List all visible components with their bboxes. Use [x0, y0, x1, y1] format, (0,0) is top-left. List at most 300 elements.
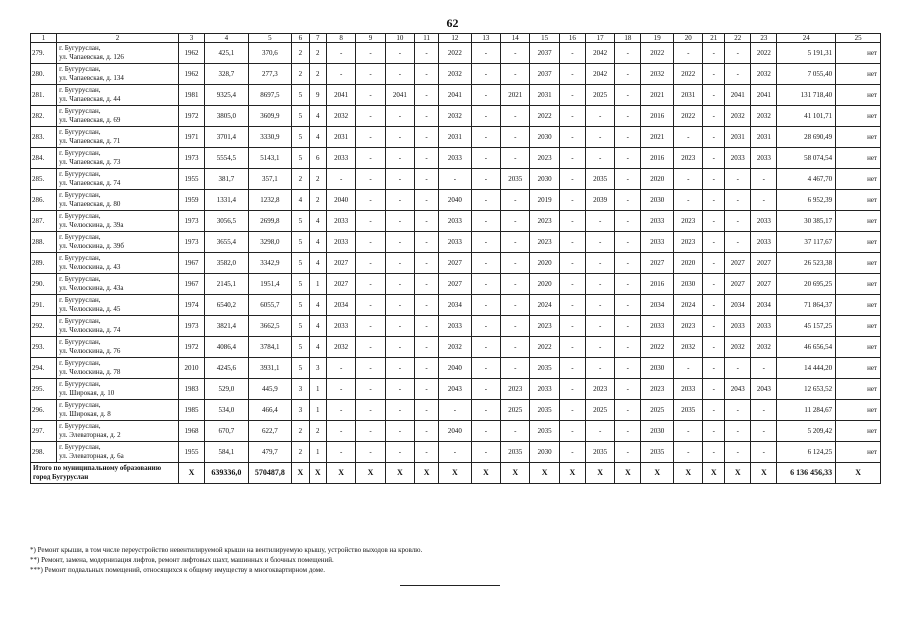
- cell-c18: -: [615, 274, 641, 295]
- table-row: [31, 106, 881, 127]
- cell-c19: 2034: [641, 295, 674, 316]
- cost-cell: 6 952,39: [777, 190, 836, 211]
- cell-floors: 5: [292, 148, 309, 169]
- cell-c17: -: [585, 106, 614, 127]
- cell-c18: -: [615, 400, 641, 421]
- flag-cell: нет: [836, 295, 881, 316]
- footnote-elevators: **) Ремонт, замена, модернизация лифтов, ремонт лифтовых шахт, машинных и блочных помещений.: [30, 556, 334, 564]
- total-x: X: [326, 463, 355, 484]
- cost-cell: 46 656,54: [777, 337, 836, 358]
- cell-c22: -: [725, 232, 751, 253]
- cell-c17: -: [585, 421, 614, 442]
- end-divider: [400, 585, 500, 586]
- cell-c10: -: [385, 421, 414, 442]
- address-cell: [57, 232, 179, 253]
- cell-area2: 1951,4: [248, 274, 292, 295]
- table-row: [31, 211, 881, 232]
- cost-cell: 45 157,25: [777, 316, 836, 337]
- cell-area: 3655,4: [205, 232, 249, 253]
- cell-c18: -: [615, 253, 641, 274]
- cell-c14: 2035: [501, 442, 530, 463]
- table-row: [31, 400, 881, 421]
- cell-area2: 3662,5: [248, 316, 292, 337]
- cell-c19: 2027: [641, 253, 674, 274]
- cell-c11: -: [415, 295, 439, 316]
- header-cell: 17: [585, 34, 614, 43]
- header-cell: 19: [641, 34, 674, 43]
- cell-c16: -: [559, 337, 585, 358]
- cell-area: 534,0: [205, 400, 249, 421]
- row-number: 283.: [31, 127, 57, 148]
- cell-c18: -: [615, 316, 641, 337]
- cell-c9: -: [356, 253, 385, 274]
- cell-sec: 2: [309, 190, 326, 211]
- cell-c18: -: [615, 211, 641, 232]
- cost-cell: 26 523,38: [777, 253, 836, 274]
- cell-c15: 2022: [530, 337, 559, 358]
- cell-year: 1967: [179, 253, 205, 274]
- cell-c17: -: [585, 232, 614, 253]
- cell-c20: 2030: [674, 274, 703, 295]
- cell-c19: 2021: [641, 85, 674, 106]
- cell-c19: 2016: [641, 148, 674, 169]
- cell-c19: 2023: [641, 379, 674, 400]
- header-cell: 7: [309, 34, 326, 43]
- cell-c8: -: [326, 379, 355, 400]
- cell-c11: -: [415, 337, 439, 358]
- cell-year: 1974: [179, 295, 205, 316]
- cell-c17: -: [585, 337, 614, 358]
- cell-c21: -: [703, 274, 725, 295]
- row-number: 293.: [31, 337, 57, 358]
- cell-floors: 5: [292, 295, 309, 316]
- address-city: г. Бугуруслан,: [59, 443, 101, 451]
- cell-year: 1967: [179, 274, 205, 295]
- cell-c15: 2031: [530, 85, 559, 106]
- cell-c18: -: [615, 379, 641, 400]
- cell-area2: 3342,9: [248, 253, 292, 274]
- total-x: X: [309, 463, 326, 484]
- cell-c20: 2031: [674, 85, 703, 106]
- cell-c22: 2031: [725, 127, 751, 148]
- address-street: ул. Чапаевская, д. 69: [59, 116, 121, 124]
- table-row: [31, 232, 881, 253]
- address-cell: [57, 148, 179, 169]
- address-street: ул. Челюскина, д. 74: [59, 326, 121, 334]
- cell-c14: -: [501, 253, 530, 274]
- cell-c10: -: [385, 43, 414, 64]
- cell-sec: 4: [309, 253, 326, 274]
- cell-year: 1981: [179, 85, 205, 106]
- cost-cell: 5 209,42: [777, 421, 836, 442]
- cell-c12: 2043: [439, 379, 472, 400]
- row-number: 284.: [31, 148, 57, 169]
- cell-c8: 2033: [326, 148, 355, 169]
- cell-c18: -: [615, 127, 641, 148]
- cell-c14: 2021: [501, 85, 530, 106]
- address-street: ул. Широкая, д. 10: [59, 389, 115, 397]
- flag-cell: нет: [836, 232, 881, 253]
- header-cell: 22: [725, 34, 751, 43]
- cell-c23: 2022: [751, 43, 777, 64]
- cell-floors: 5: [292, 127, 309, 148]
- header-cell: 14: [501, 34, 530, 43]
- total-x: X: [559, 463, 585, 484]
- total-x: X: [471, 463, 500, 484]
- cell-c20: -: [674, 421, 703, 442]
- address-street: ул. Чапаевская, д. 74: [59, 179, 121, 187]
- cell-floors: 5: [292, 106, 309, 127]
- total-x: X: [585, 463, 614, 484]
- cell-c13: -: [471, 127, 500, 148]
- cell-area: 3805,0: [205, 106, 249, 127]
- header-cell: 24: [777, 34, 836, 43]
- cell-c9: -: [356, 400, 385, 421]
- cell-year: 1973: [179, 232, 205, 253]
- address-city: г. Бугуруслан,: [59, 233, 101, 241]
- cell-c10: -: [385, 148, 414, 169]
- cost-cell: 20 695,25: [777, 274, 836, 295]
- cell-c10: -: [385, 400, 414, 421]
- header-row: [31, 34, 881, 43]
- cell-c22: -: [725, 43, 751, 64]
- cell-c13: -: [471, 337, 500, 358]
- cell-c12: -: [439, 400, 472, 421]
- cell-year: 1973: [179, 211, 205, 232]
- flag-cell: нет: [836, 274, 881, 295]
- cell-c15: 2023: [530, 232, 559, 253]
- cell-c9: -: [356, 169, 385, 190]
- cell-c22: 2027: [725, 274, 751, 295]
- cell-c22: 2032: [725, 337, 751, 358]
- cell-c23: 2027: [751, 274, 777, 295]
- cell-c9: -: [356, 190, 385, 211]
- cell-c19: 2032: [641, 64, 674, 85]
- address-street: ул. Челюскина, д. 76: [59, 347, 121, 355]
- address-city: г. Бугуруслан,: [59, 86, 101, 94]
- header-cell: 21: [703, 34, 725, 43]
- address-city: г. Бугуруслан,: [59, 338, 101, 346]
- cell-floors: 5: [292, 253, 309, 274]
- cell-c19: 2030: [641, 190, 674, 211]
- cell-c23: 2043: [751, 379, 777, 400]
- cell-c8: 2033: [326, 211, 355, 232]
- flag-cell: нет: [836, 253, 881, 274]
- cost-cell: 71 864,37: [777, 295, 836, 316]
- row-number: 282.: [31, 106, 57, 127]
- cell-c13: -: [471, 358, 500, 379]
- cell-c20: 2022: [674, 64, 703, 85]
- cell-c13: -: [471, 295, 500, 316]
- cell-c22: -: [725, 358, 751, 379]
- cell-c11: -: [415, 316, 439, 337]
- cell-c18: -: [615, 43, 641, 64]
- cell-c12: -: [439, 169, 472, 190]
- address-city: г. Бугуруслан,: [59, 149, 101, 157]
- cell-c18: -: [615, 421, 641, 442]
- cell-area2: 445,9: [248, 379, 292, 400]
- cell-year: 1972: [179, 337, 205, 358]
- cell-c14: -: [501, 106, 530, 127]
- address-street: ул. Челюскина, д. 78: [59, 368, 121, 376]
- cell-sec: 4: [309, 232, 326, 253]
- cell-year: 1971: [179, 127, 205, 148]
- cell-floors: 2: [292, 43, 309, 64]
- cell-c16: -: [559, 211, 585, 232]
- total-cost: 6 136 456,33: [777, 463, 836, 484]
- header-cell: 8: [326, 34, 355, 43]
- total-area: 639336,0: [205, 463, 249, 484]
- address-city: г. Бугуруслан,: [59, 212, 101, 220]
- header-cell: 18: [615, 34, 641, 43]
- cost-cell: 6 124,25: [777, 442, 836, 463]
- header-cell: 20: [674, 34, 703, 43]
- table-row: [31, 148, 881, 169]
- cell-c14: -: [501, 232, 530, 253]
- address-cell: [57, 274, 179, 295]
- cell-year: 1962: [179, 64, 205, 85]
- table-row: [31, 253, 881, 274]
- cell-c20: -: [674, 190, 703, 211]
- address-cell: [57, 127, 179, 148]
- cell-c14: -: [501, 127, 530, 148]
- cell-c19: 2022: [641, 43, 674, 64]
- table-row: [31, 442, 881, 463]
- address-street: ул. Чапаевская, д. 134: [59, 74, 124, 82]
- cell-c23: -: [751, 190, 777, 211]
- cell-c11: -: [415, 106, 439, 127]
- cell-c8: 2033: [326, 316, 355, 337]
- cost-cell: 28 690,49: [777, 127, 836, 148]
- cell-area: 4245,6: [205, 358, 249, 379]
- cell-c8: -: [326, 442, 355, 463]
- cell-c9: -: [356, 379, 385, 400]
- cell-c19: 2035: [641, 442, 674, 463]
- cell-c11: -: [415, 358, 439, 379]
- cell-c11: -: [415, 232, 439, 253]
- cell-c10: 2041: [385, 85, 414, 106]
- total-row: [31, 463, 881, 484]
- address-cell: [57, 316, 179, 337]
- cell-area2: 6055,7: [248, 295, 292, 316]
- cell-c18: -: [615, 169, 641, 190]
- cell-c10: -: [385, 253, 414, 274]
- cell-c16: -: [559, 232, 585, 253]
- total-x: X: [530, 463, 559, 484]
- cell-c18: -: [615, 148, 641, 169]
- cell-c17: 2023: [585, 379, 614, 400]
- cell-c12: 2027: [439, 274, 472, 295]
- address-street: ул. Чапаевская, д. 44: [59, 95, 121, 103]
- cell-area2: 8697,5: [248, 85, 292, 106]
- cell-year: 1985: [179, 400, 205, 421]
- cell-c22: -: [725, 442, 751, 463]
- cell-area: 9325,4: [205, 85, 249, 106]
- cell-c13: -: [471, 232, 500, 253]
- total-x: X: [751, 463, 777, 484]
- cell-c20: 2023: [674, 316, 703, 337]
- cell-c21: -: [703, 421, 725, 442]
- header-cell: 2: [57, 34, 179, 43]
- cell-floors: 2: [292, 169, 309, 190]
- header-cell: 10: [385, 34, 414, 43]
- cell-c20: 2023: [674, 211, 703, 232]
- address-cell: [57, 190, 179, 211]
- cell-c13: -: [471, 43, 500, 64]
- cell-c21: -: [703, 442, 725, 463]
- address-street: ул. Элеваторная, д. 6а: [59, 452, 124, 460]
- flag-cell: нет: [836, 316, 881, 337]
- cell-c21: -: [703, 379, 725, 400]
- address-cell: [57, 421, 179, 442]
- cell-c17: -: [585, 127, 614, 148]
- cell-c16: -: [559, 442, 585, 463]
- cell-c21: -: [703, 295, 725, 316]
- cell-year: 1968: [179, 421, 205, 442]
- address-cell: [57, 85, 179, 106]
- cell-c15: 2023: [530, 148, 559, 169]
- address-city: г. Бугуруслан,: [59, 359, 101, 367]
- flag-cell: нет: [836, 379, 881, 400]
- cell-c17: 2042: [585, 64, 614, 85]
- row-number: 297.: [31, 421, 57, 442]
- table-row: [31, 43, 881, 64]
- cell-year: 2010: [179, 358, 205, 379]
- cell-c16: -: [559, 106, 585, 127]
- cell-c12: 2033: [439, 148, 472, 169]
- cell-c22: -: [725, 169, 751, 190]
- cell-c9: -: [356, 211, 385, 232]
- cell-c8: 2033: [326, 232, 355, 253]
- cell-c17: 2042: [585, 43, 614, 64]
- cost-cell: 41 101,71: [777, 106, 836, 127]
- cell-c13: -: [471, 421, 500, 442]
- table-row: [31, 295, 881, 316]
- cell-c22: 2041: [725, 85, 751, 106]
- cell-c21: -: [703, 316, 725, 337]
- cell-floors: 2: [292, 64, 309, 85]
- cost-cell: 37 117,67: [777, 232, 836, 253]
- cell-c15: 2030: [530, 442, 559, 463]
- row-number: 292.: [31, 316, 57, 337]
- flag-cell: нет: [836, 127, 881, 148]
- cell-c20: 2023: [674, 148, 703, 169]
- cell-floors: 5: [292, 232, 309, 253]
- cell-floors: 2: [292, 442, 309, 463]
- cell-year: 1955: [179, 169, 205, 190]
- table-row: [31, 274, 881, 295]
- cell-c19: 2020: [641, 169, 674, 190]
- address-cell: [57, 295, 179, 316]
- cell-c12: 2034: [439, 295, 472, 316]
- cell-c13: -: [471, 316, 500, 337]
- cell-c23: 2032: [751, 64, 777, 85]
- cell-c21: -: [703, 337, 725, 358]
- cost-cell: 4 467,70: [777, 169, 836, 190]
- cell-sec: 4: [309, 316, 326, 337]
- cell-c14: -: [501, 274, 530, 295]
- cost-cell: 12 653,52: [777, 379, 836, 400]
- cell-c12: 2040: [439, 190, 472, 211]
- cell-c21: -: [703, 211, 725, 232]
- cell-c8: 2031: [326, 127, 355, 148]
- table-row: [31, 337, 881, 358]
- address-cell: [57, 211, 179, 232]
- cell-c20: -: [674, 169, 703, 190]
- cell-c9: -: [356, 358, 385, 379]
- cell-area2: 370,6: [248, 43, 292, 64]
- address-city: г. Бугуруслан,: [59, 254, 101, 262]
- cell-c21: -: [703, 358, 725, 379]
- header-cell: 6: [292, 34, 309, 43]
- address-street: ул. Чапаевская, д. 73: [59, 158, 121, 166]
- cell-c13: -: [471, 106, 500, 127]
- flag-cell: нет: [836, 358, 881, 379]
- cell-c22: -: [725, 400, 751, 421]
- cell-c10: -: [385, 127, 414, 148]
- address-street: ул. Челюскина, д. 39а: [59, 221, 124, 229]
- cell-c15: 2030: [530, 127, 559, 148]
- cell-c16: -: [559, 85, 585, 106]
- header-cell: 15: [530, 34, 559, 43]
- cell-c10: -: [385, 379, 414, 400]
- cell-sec: 3: [309, 358, 326, 379]
- cell-c13: -: [471, 442, 500, 463]
- cell-c13: -: [471, 169, 500, 190]
- cell-c11: -: [415, 43, 439, 64]
- cell-c14: -: [501, 211, 530, 232]
- cell-c20: -: [674, 442, 703, 463]
- cell-c22: 2032: [725, 106, 751, 127]
- table-row: [31, 64, 881, 85]
- total-x: X: [439, 463, 472, 484]
- address-street: ул. Широкая, д. 8: [59, 410, 111, 418]
- cell-c23: -: [751, 400, 777, 421]
- total-x: X: [641, 463, 674, 484]
- address-cell: [57, 337, 179, 358]
- address-street: ул. Чапаевская, д. 126: [59, 53, 124, 61]
- cell-area2: 3784,1: [248, 337, 292, 358]
- flag-cell: нет: [836, 169, 881, 190]
- cell-c13: -: [471, 274, 500, 295]
- cell-c12: 2022: [439, 43, 472, 64]
- row-number: 288.: [31, 232, 57, 253]
- cell-sec: 9: [309, 85, 326, 106]
- cell-c12: 2040: [439, 421, 472, 442]
- cell-c10: -: [385, 358, 414, 379]
- header-cell: 16: [559, 34, 585, 43]
- cell-c9: -: [356, 148, 385, 169]
- cell-c9: -: [356, 421, 385, 442]
- cell-c14: -: [501, 316, 530, 337]
- cell-area: 6540,2: [205, 295, 249, 316]
- cell-c14: 2025: [501, 400, 530, 421]
- cell-c13: -: [471, 148, 500, 169]
- cell-c21: -: [703, 232, 725, 253]
- cell-c8: -: [326, 400, 355, 421]
- cell-c10: -: [385, 169, 414, 190]
- cell-c12: 2040: [439, 358, 472, 379]
- cell-c18: -: [615, 337, 641, 358]
- cell-c13: -: [471, 400, 500, 421]
- cell-c11: -: [415, 253, 439, 274]
- cell-c21: -: [703, 127, 725, 148]
- row-number: 295.: [31, 379, 57, 400]
- cell-c12: 2033: [439, 211, 472, 232]
- address-city: г. Бугуруслан,: [59, 317, 101, 325]
- cell-area2: 5143,1: [248, 148, 292, 169]
- cell-area: 381,7: [205, 169, 249, 190]
